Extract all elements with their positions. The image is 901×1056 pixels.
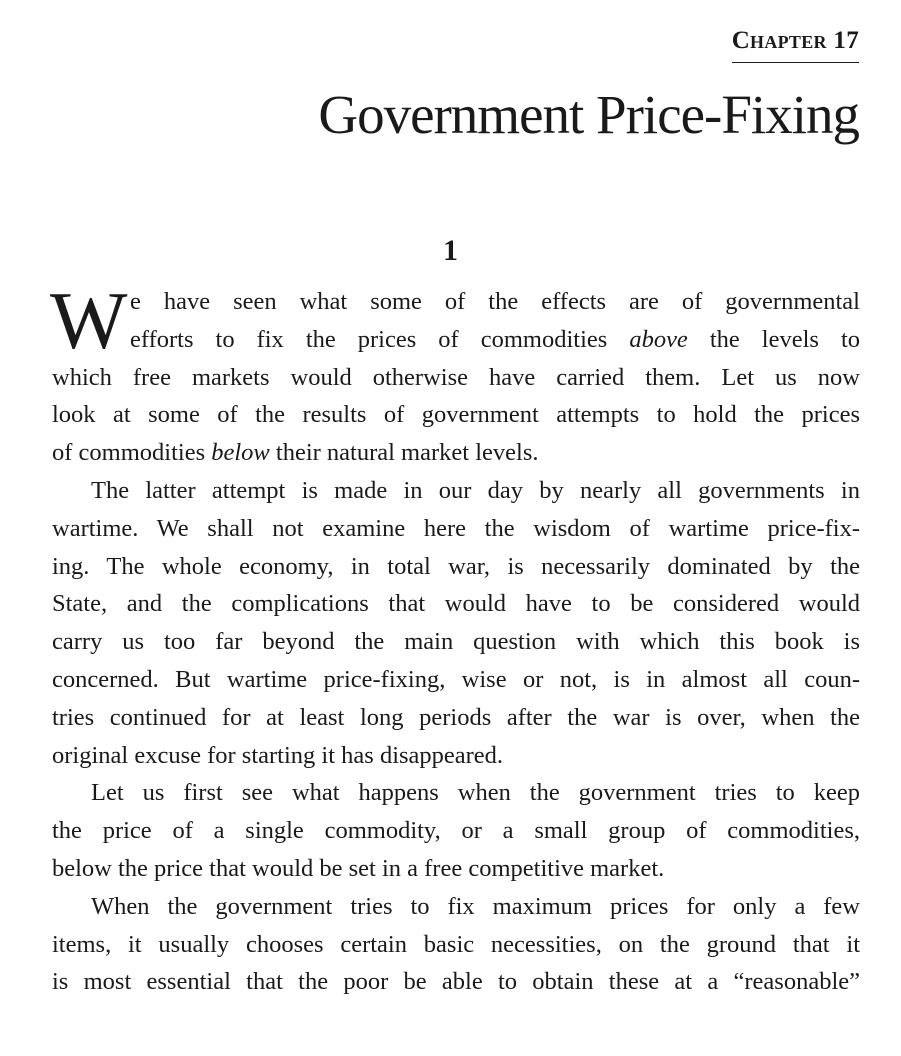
text-line: e have seen what some of the effects are of governmental — [130, 288, 860, 315]
drop-cap: W — [50, 275, 128, 366]
text-line: which free markets would otherwise have carried them. Let us now — [52, 363, 860, 391]
chapter-title: Government Price-Fixing — [318, 84, 859, 145]
text-line: original excuse for starting it has disappeared. — [52, 741, 504, 769]
text-line: below the price that would be set in a free competitive market. — [52, 854, 665, 882]
body-text — [50, 275, 861, 1001]
text-line: the price of a single commodity, or a small group of commodities, — [52, 817, 860, 845]
text-line: Let us first see what happens when the government tries to keep — [91, 779, 860, 807]
text-line: is most essential that the poor be able to obtain these at a “reasonable” — [52, 968, 860, 996]
text-line: concerned. But wartime price-fixing, wise or not, is in almost all coun- — [52, 665, 860, 693]
text-line: tries continued for at least long periods after the war is over, when the — [52, 703, 860, 731]
paragraph-1 — [50, 275, 861, 472]
text-line — [130, 321, 860, 359]
text-line: When the government tries to fix maximum prices for only a few — [91, 892, 860, 920]
text-segment: their natural market levels. — [275, 439, 539, 467]
text-line: The latter attempt is made in our day by nearly all governments in — [91, 476, 860, 504]
paragraph-3 — [52, 774, 860, 887]
text-line: wartime. We shall not examine here the wisdom of wartime price-fix- — [52, 514, 860, 542]
text-segment: efforts to fix the prices of commodities — [130, 325, 608, 353]
paragraph-2 — [52, 472, 860, 774]
text-segment: of commodities — [52, 439, 206, 467]
text-line — [52, 434, 860, 472]
text-line: carry us too far beyond the main question with which this book is — [52, 628, 860, 656]
text-segment: the levels to — [709, 325, 861, 353]
emphasis-below: below — [211, 439, 270, 467]
emphasis-above: above — [629, 325, 688, 353]
text-line: items, it usually chooses certain basic necessities, on the ground that it — [52, 930, 860, 958]
text-line: look at some of the results of government attempts to hold the prices — [52, 401, 860, 429]
chapter-label: Chapter 17 — [732, 26, 859, 63]
section-number: 1 — [443, 234, 458, 267]
text-line: State, and the complications that would have to be considered would — [52, 590, 860, 618]
text-line: ing. The whole economy, in total war, is necessarily dominated by the — [52, 552, 860, 580]
paragraph-4 — [52, 888, 860, 1001]
